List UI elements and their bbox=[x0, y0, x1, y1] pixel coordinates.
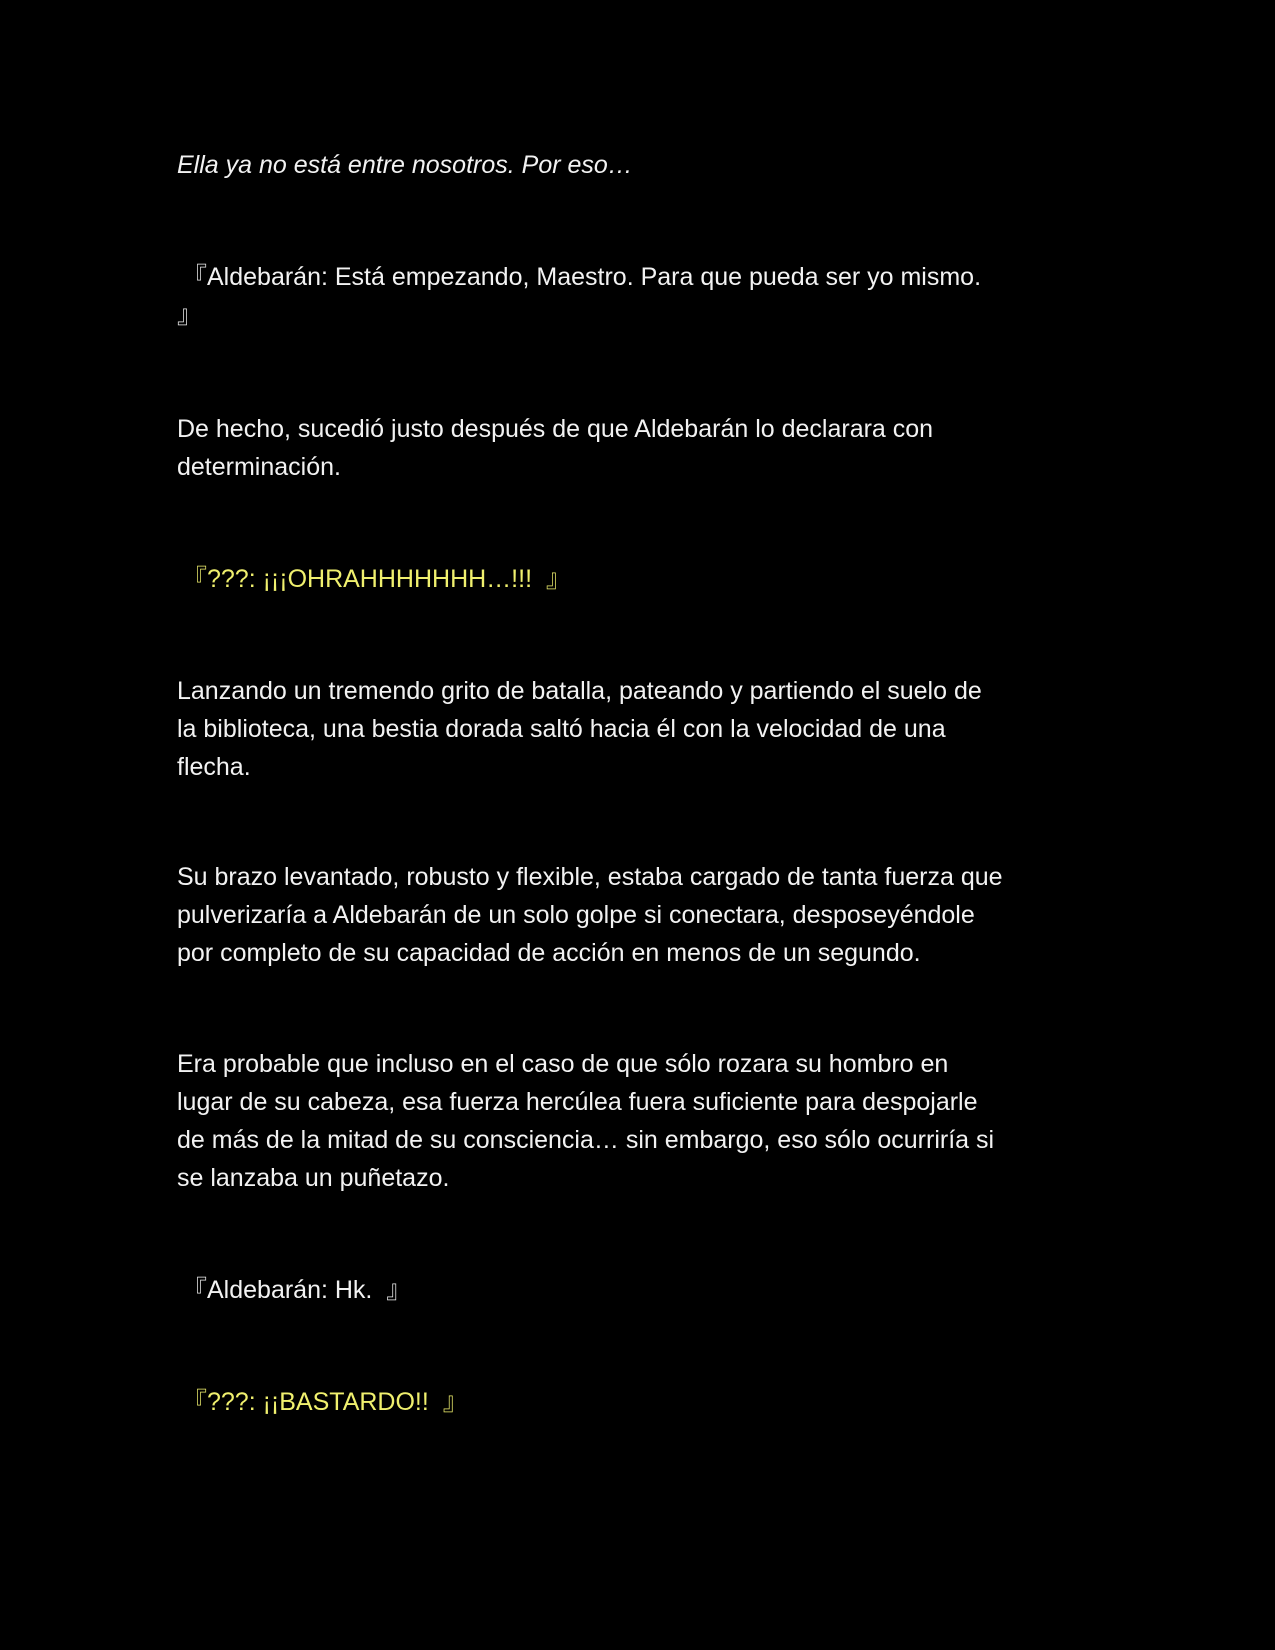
narration-line: flecha. bbox=[177, 753, 251, 781]
shout-line: 『???: ¡¡¡OHRAHHHHHHH…!!! 』 bbox=[182, 565, 571, 593]
narration-line: pulverizaría a Aldebarán de un solo golpe si conectara, desposeyéndole bbox=[177, 901, 975, 929]
narration-line: Ella ya no está entre nosotros. Por eso… bbox=[177, 151, 633, 179]
narration-line: Era probable que incluso en el caso de que sólo rozara su hombro en bbox=[177, 1050, 949, 1078]
narration-line: Su brazo levantado, robusto y flexible, estaba cargado de tanta fuerza que bbox=[177, 863, 1003, 891]
dialogue-line: 『Aldebarán: Está empezando, Maestro. Para que pueda ser yo mismo. bbox=[182, 263, 982, 291]
narration-line: se lanzaba un puñetazo. bbox=[177, 1164, 450, 1192]
narration-line: Lanzando un tremendo grito de batalla, pateando y partiendo el suelo de bbox=[177, 677, 982, 705]
dialogue-line: 『Aldebarán: Hk. 』 bbox=[182, 1276, 412, 1304]
narration-line: la biblioteca, una bestia dorada saltó hacia él con la velocidad de una bbox=[177, 715, 946, 743]
narration-line: de más de la mitad de su consciencia… sin embargo, eso sólo ocurriría si bbox=[177, 1126, 995, 1154]
narration-line: lugar de su cabeza, esa fuerza hercúlea fuera suficiente para despojarle bbox=[177, 1088, 978, 1116]
narration-line: determinación. bbox=[177, 453, 341, 481]
shout-line: 『???: ¡¡BASTARDO!! 』 bbox=[182, 1388, 468, 1416]
narration-line: De hecho, sucedió justo después de que Aldebarán lo declarara con bbox=[177, 415, 934, 443]
dialogue-line: 』 bbox=[177, 301, 203, 329]
narration-line: por completo de su capacidad de acción en menos de un segundo. bbox=[177, 939, 921, 967]
